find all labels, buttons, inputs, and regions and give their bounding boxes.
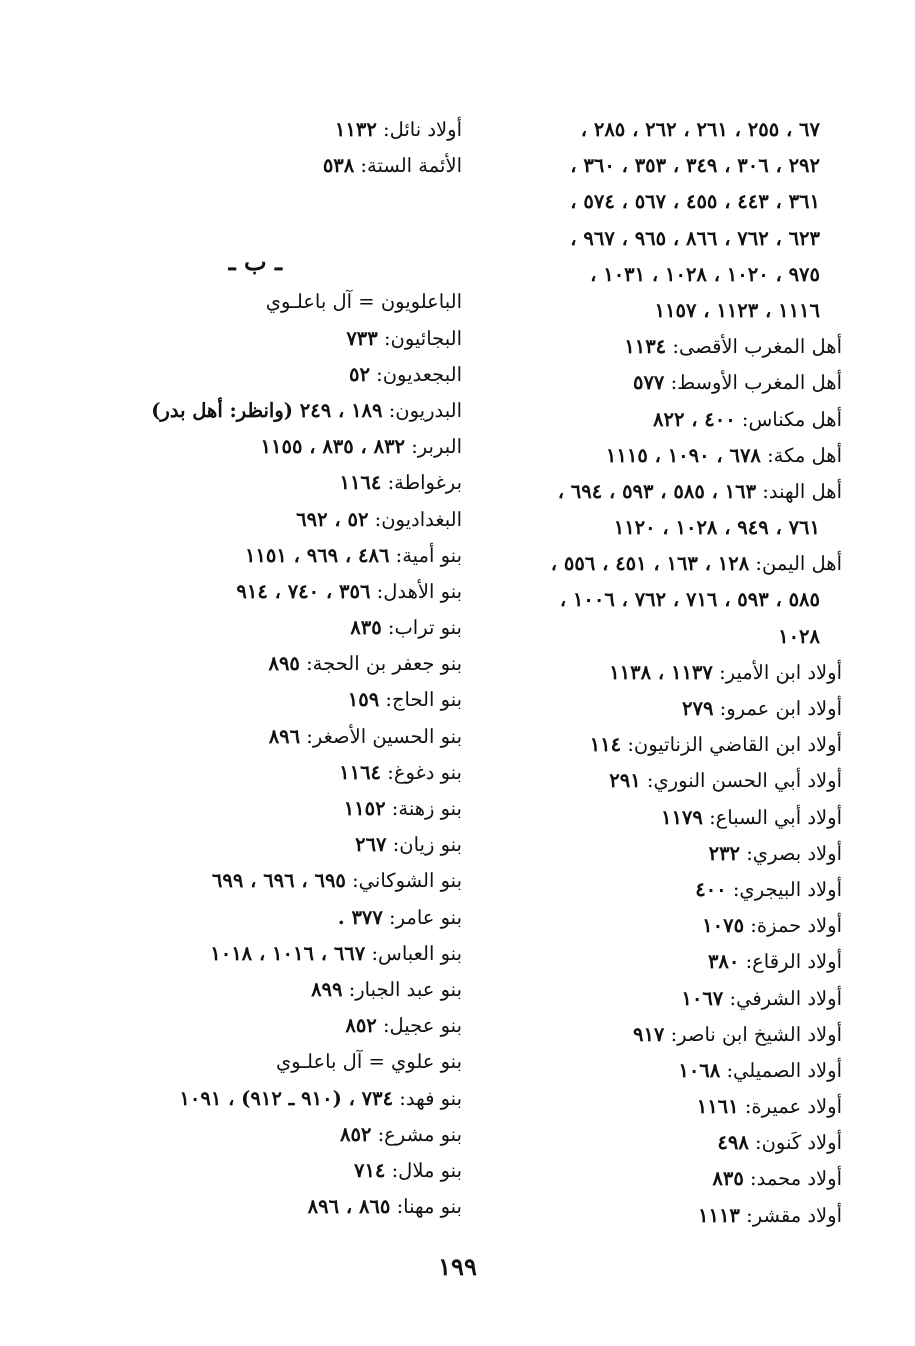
entry-page-numbers: ١١١٣ [698,1203,740,1227]
entry-label: أولاد كَنون: [748,1131,842,1155]
entry-page-numbers: ٨٣٢ ، ٨٣٥ ، ١١٥٥ [260,435,406,459]
entry-page-numbers: ٣٦١ ، ٤٤٣ ، ٤٥٥ ، ٥٦٧ ، ٥٧٤ ، [570,190,820,214]
index-entry [104,1189,462,1225]
entry-page-numbers: ٢٩٢ ، ٣٠٦ ، ٣٤٩ ، ٣٥٣ ، ٣٦٠ ، [570,154,820,178]
index-entry-continuation [480,619,842,655]
entry-page-numbers: ٣٧٧ . [337,905,383,929]
entry-page-numbers: ٤٠٠ [695,877,727,901]
entry-label: أولاد الشرفي: [723,986,842,1010]
entry-label: بنو مهنا: [390,1195,462,1219]
entry-page-numbers: ٤٠٠ ، ٨٢٢ [653,407,736,431]
entry-label: بنو عجيل: [376,1014,462,1038]
index-entry [480,981,842,1017]
entry-page-numbers: ١١٣٤ [624,335,667,359]
entry-label: البجعديون: [369,362,462,386]
index-entry [104,1153,462,1189]
entry-page-numbers: ٨٦٥ ، ٨٩٦ [307,1195,391,1219]
index-entry [104,646,462,682]
entry-label: أولاد نائل: [376,118,462,141]
entry-page-numbers: ٣٨٠ [707,950,740,974]
index-entry [104,863,462,899]
index-entry [480,1089,842,1125]
entry-label: برغواطة: [381,471,462,495]
entry-label: بنو علوي = آل باعلـوي [275,1050,462,1074]
index-entry [104,465,462,501]
index-entry-continuation [480,582,842,618]
index-column-left [104,112,462,1225]
entry-label: أولاد الصميلي: [720,1058,842,1082]
entry-page-numbers: ٦٢٣ ، ٧٦٢ ، ٨٦٦ ، ٩٦٥ ، ٩٦٧ ، [570,226,820,250]
entry-label: أولاد ابن الأمير: [712,660,842,684]
entry-page-numbers: ٦٩٥ ، ٦٩٦ ، ٦٩٩ [211,869,346,893]
entry-label: بنو الحاج: [379,688,462,712]
entry-page-numbers: ٢٦٧ [355,833,387,857]
entry-label: أولاد أبي السباع: [702,805,842,829]
entry-page-numbers: ١١٦٤ [339,760,382,784]
entry-label: أولاد بصري: [740,841,842,865]
index-entry [104,284,462,320]
entry-page-numbers: ١١٧٩ [660,805,703,829]
entry-label: البجائيون: [377,326,462,350]
index-entry [480,872,842,908]
entry-label: أولاد ابن القاضي الزناتيون: [621,733,842,757]
entry-label: بنو تراب: [381,616,462,640]
entry-page-numbers: ٢٧٩ [682,697,714,720]
index-entry [480,800,842,836]
entry-page-numbers: ٢٣٢ [708,841,741,865]
entry-page-numbers: ١١٦٤ [339,471,382,495]
entry-label: بنو زهنة: [385,797,462,820]
entry-page-numbers: ٧٦١ ، ٩٤٩ ، ١٠٢٨ ، ١١٢٠ [613,516,820,540]
entry-label: أولاد محمد: [743,1167,842,1191]
entry-page-numbers: ١٠٦٨ [678,1058,721,1082]
index-entry [480,1161,842,1197]
entry-page-numbers: ٧٣٣ [346,326,378,350]
entry-page-numbers: ٥٢ [348,362,370,386]
index-entry [104,755,462,791]
entry-label: أولاد الشيخ ابن ناصر: [664,1022,842,1046]
index-entry-continuation [480,221,842,257]
entry-label: بنو عبد الجبار: [342,977,462,1001]
index-entry [480,655,842,691]
entry-page-numbers: ٦٦٧ ، ١٠١٦ ، ١٠١٨ [210,941,366,965]
entry-page-numbers: ٧٣٤ ، (٩١٠ ـ ٩١٢) ، ١٠٩١ [179,1086,394,1110]
entry-page-numbers: ١٠٧٥ [702,914,745,938]
entry-page-numbers: ٢٩١ [609,769,641,793]
index-entry [480,329,842,365]
index-entry [480,1017,842,1053]
index-entry-continuation [480,148,842,184]
index-entry [104,719,462,755]
index-entry [104,538,462,574]
index-entry [480,474,842,510]
entry-label: أهل مكة: [760,443,842,467]
index-entry [104,1008,462,1044]
entry-page-numbers: ٤٩٨ [717,1131,749,1155]
entry-page-numbers: ٨٩٥ [268,652,300,676]
entry-label: أولاد ابن عمرو: [713,697,842,720]
entry-page-numbers: ٨٩٩ [311,977,343,1001]
entry-label: أهل مكناس: [735,407,842,431]
index-entry-continuation [480,257,842,293]
entry-label: أهل المغرب الأقصى: [666,335,842,359]
entry-label: أولاد عميرة: [738,1095,842,1119]
entry-label: أهل المغرب الأوسط: [664,371,842,395]
index-entry [480,836,842,872]
section-spacer [104,184,462,240]
index-entry-continuation [480,184,842,220]
entry-page-numbers: ١٨٩ ، ٢٤٩ (وانظر: أهل بدر) [151,398,383,422]
entry-page-numbers: ٨٣٥ [350,616,382,640]
index-entry [104,357,462,393]
index-column-right [480,112,842,1234]
index-entry [480,727,842,763]
index-group-ba [104,284,462,1225]
index-entry [104,827,462,863]
index-entry [104,112,462,148]
entry-page-numbers: ٣٥٦ ، ٧٤٠ ، ٩١٤ [236,579,371,603]
entry-page-numbers: ٤٨٦ ، ٩٦٩ ، ١١٥١ [244,543,390,567]
entry-page-numbers: ٦٧ ، ٢٥٥ ، ٢٦١ ، ٢٦٢ ، ٢٨٥ ، [580,118,820,141]
entry-label: أهل الهند: [756,479,842,503]
entry-label: أولاد حمزة: [744,914,842,938]
entry-page-numbers: ٨٩٦ [268,724,301,748]
index-entry [104,321,462,357]
index-group-alif-end [104,112,462,184]
index-entry [104,682,462,718]
index-entry [480,1125,842,1161]
index-entry [104,148,462,184]
section-letter-heading: ـ ب ـ [228,247,282,277]
entry-page-numbers: ٥٨٥ ، ٥٩٣ ، ٧١٦ ، ٧٦٢ ، ١٠٠٦ ، [559,588,820,612]
entry-page-numbers: ٨٥٢ [345,1014,377,1038]
entry-label: بنو عامر: [382,905,462,929]
index-entry [480,402,842,438]
entry-label: بنو العباس: [365,941,462,965]
entry-label: بنو دغوغ: [381,760,462,784]
entry-label: الباعلويون = آل باعلـوي [265,290,462,314]
entry-page-numbers: ١٠٦٧ [681,986,724,1010]
entry-page-numbers: ٦٧٨ ، ١٠٩٠ ، ١١١٥ [605,443,761,467]
index-entry [480,691,842,727]
entry-page-numbers: ٨٥٢ [339,1122,372,1146]
entry-label: أولاد الرقاع: [739,950,842,974]
entry-label: بنو جعفر بن الحجة: [299,652,462,676]
index-entry-continuation [480,510,842,546]
index-entry [480,763,842,799]
entry-page-numbers: ٧١٤ [353,1158,386,1182]
index-entry [104,502,462,538]
entry-page-numbers: ١١٦١ [696,1095,739,1119]
index-entry-continuation [480,293,842,329]
index-entry [104,791,462,827]
entry-label: بنو الحسين الأصغر: [300,724,462,748]
index-entry [104,610,462,646]
entry-label: بنو أمية: [389,543,462,567]
entry-label: بنو ملال: [385,1158,462,1182]
entry-label: بنو الأهدل: [370,579,462,603]
entry-page-numbers: ١٥٩ [347,688,380,712]
entry-page-numbers: ١١٣٧ ، ١١٣٨ [609,660,713,684]
entry-label: أولاد أبي الحسن النوري: [640,769,842,793]
entry-page-numbers: ٨٣٥ [712,1167,744,1191]
entry-label: البربر: [405,435,462,459]
entry-label: البغداديون: [368,507,462,531]
index-entry [104,1044,462,1080]
index-entry [104,1117,462,1153]
index-entry [104,574,462,610]
entry-page-numbers: ٥٣٨ [322,154,355,178]
index-entry [104,393,462,429]
entry-label: بنو فهد: [393,1086,462,1110]
index-entry [480,438,842,474]
entry-page-numbers: ١١٤ [589,733,622,757]
entry-page-numbers: ١٠٢٨ [778,624,820,648]
entry-label: البدريون: [382,398,462,422]
entry-page-numbers: ١٦٣ ، ٥٨٥ ، ٥٩٣ ، ٦٩٤ ، [557,479,757,503]
index-entry-continuation [480,112,842,148]
entry-label: بنو الشوكاني: [345,869,462,893]
index-entry [480,944,842,980]
entry-page-numbers: ١١٣٢ [334,118,377,141]
entry-page-numbers: ٩١٧ [632,1022,665,1046]
entry-label: أولاد البيجري: [726,877,842,901]
entry-label: بنو مشرع: [371,1122,462,1146]
page-number: ١٩٩ [438,1252,477,1281]
entry-label: الأئمة الستة: [354,154,462,178]
index-entry [104,429,462,465]
entry-page-numbers: ٩٧٥ ، ١٠٢٠ ، ١٠٢٨ ، ١٠٣١ ، [590,262,820,286]
entry-page-numbers: ١١٥٢ [343,797,386,820]
entry-page-numbers: ٥٧٧ [632,371,665,395]
entry-page-numbers: ١٢٨ ، ١٦٣ ، ٤٥١ ، ٥٥٦ ، [550,552,750,576]
index-entry [480,365,842,401]
index-entry [104,900,462,936]
entry-page-numbers: ٥٢ ، ٦٩٢ [296,507,369,531]
index-entry [480,1198,842,1234]
index-entry [480,1053,842,1089]
entry-label: أولاد مقشر: [739,1203,842,1227]
entry-label: بنو زيان: [386,833,462,857]
index-entry [480,908,842,944]
entry-label: أهل اليمن: [749,552,842,576]
index-entry [480,546,842,582]
index-entry [104,972,462,1008]
index-entry [104,1081,462,1117]
index-entry [104,936,462,972]
entry-page-numbers: ١١١٦ ، ١١٢٣ ، ١١٥٧ [654,298,820,322]
